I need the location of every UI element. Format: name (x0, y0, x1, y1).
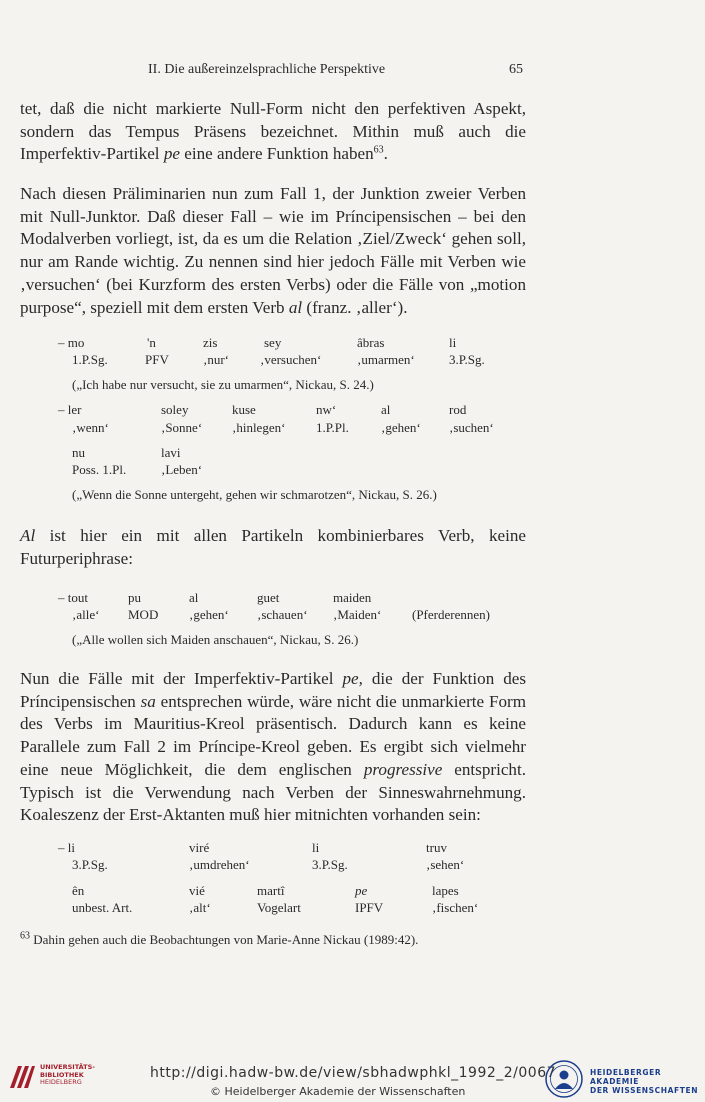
example-2-gloss: ‚wenn‘ ‚Sonne‘ ‚hinlegen‘ 1.P.Pl. ‚gehen‘ ‚suchen‘ (72, 420, 494, 435)
example-2-translation: („Wenn die Sonne untergeht, gehen wir schmarotzen“, Nickau, S. 26.) (72, 487, 437, 502)
footnote-text: Dahin gehen auch die Beobachtungen von Marie-Anne Nickau (1989:42). (33, 932, 419, 947)
university-library-name: UNIVERSITÄTS- BIBLIOTHEK HEIDELBERG (40, 1063, 95, 1086)
academy-seal-icon[interactable] (544, 1059, 584, 1099)
running-header (0, 62, 705, 82)
example-3-gloss: ‚alle‘ MOD ‚gehen‘ ‚schauen‘ ‚Maiden‘ (Pferderennen) (72, 607, 490, 622)
example-1-translation: („Ich habe nur versucht, sie zu umarmen“, Nickau, S. 24.) (72, 377, 374, 392)
academy-name: HEIDELBERGER AKADEMIE DER WISSENSCHAFTEN (590, 1068, 699, 1095)
example-1-words: – mo 'n zis sey âbras li (58, 335, 457, 350)
digitization-footer (0, 1058, 705, 1102)
header-title: II. Die außereinzelsprachliche Perspektive (148, 62, 386, 77)
page-number: 65 (509, 62, 523, 77)
paragraph-2: Nach diesen Präliminarien nun zum Fall 1, der Junktion zweier Verben mit Null-Junktor. Daß dieser Fall – wie im Príncipensischen – bei den Modalverben vorliegt, ist, da es um die Relation ‚Ziel/Zweck‘ gehen soll, nur am Rande wichtig. Zu nennen sind hier jedoch Fälle mit Verben wie ‚versuchen‘ (bei Kurzform des ersten Verbs) oder die Fälle von „motion purpose“, speziell mit dem ersten Verb al (franz. ‚aller‘). (20, 184, 526, 317)
university-library-logo-icon[interactable] (8, 1062, 36, 1090)
example-4-words-line2: ên vié martî pe lapes (72, 883, 459, 898)
permalink-url[interactable]: http://digi.hadw-bw.de/view/sbhadwphkl_1992_2/0067 (150, 1065, 557, 1081)
example-2-words: – ler soley kuse nw‘ al rod (58, 402, 467, 417)
copyright-notice: © Heidelberger Akademie der Wissenschaften (210, 1085, 466, 1098)
example-3-words: – tout pu al guet maiden (58, 590, 372, 605)
example-2-gloss-line2: Poss. 1.Pl. ‚Leben‘ (72, 462, 203, 477)
example-4-words: – li viré li truv (58, 840, 447, 855)
example-4-gloss-line2: unbest. Art. ‚alt‘ Vogelart IPFV ‚fischen‘ (72, 900, 479, 915)
footnote-number: 63 (20, 930, 30, 942)
paragraph-1: tet, daß die nicht markierte Null-Form nicht den perfektiven Aspekt, sondern das Tempus Präsens bezeichnet. Mithin muß auch die Imperfektiv-Partikel pe eine andere Funktion haben$^{63}$. (20, 99, 526, 164)
example-1-gloss: 1.P.Sg. PFV ‚nur‘ ‚versuchen‘ ‚umarmen‘ 3.P.Sg. (72, 352, 485, 367)
paragraph-3: Al ist hier ein mit allen Partikeln kombinierbares Verb, keine Futurperiphrase: (20, 526, 526, 568)
footnote-ref[interactable]: 63 (373, 144, 384, 156)
example-3-translation: („Alle wollen sich Maiden anschauen“, Nickau, S. 26.) (72, 632, 359, 647)
footnote-63 (20, 932, 526, 948)
paragraph-4: Nun die Fälle mit der Imperfektiv-Partikel pe, die der Funktion des Príncipensischen sa entsprechen würde, wäre nicht die unmarkierte Form des Verbs im Mauritius-Kreol präsentisch. Dadurch kann es keine Parallele zum Fall 2 im Príncipe-Kreol geben. Es ergibt sich vielmehr eine neue Möglichkeit, die dem englischen progressive entspricht. Typisch ist die Verwendung nach Verben der Sinneswahrnehmung. Koaleszenz der Erst-Aktanten muß hier mitnichten vorhanden sein: (20, 669, 526, 825)
example-4-gloss: 3.P.Sg. ‚umdrehen‘ 3.P.Sg. ‚sehen‘ (72, 857, 465, 872)
example-2-words-line2: nu lavi (72, 445, 181, 460)
